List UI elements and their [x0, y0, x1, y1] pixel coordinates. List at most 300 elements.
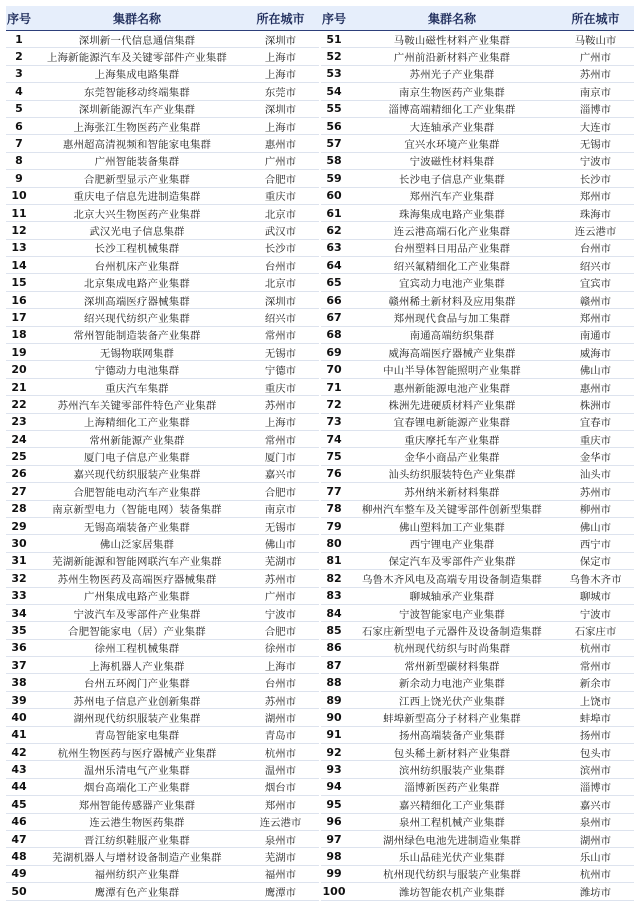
- table-row: [6, 414, 319, 431]
- table-row: [6, 101, 319, 118]
- city-name: 台州市: [264, 260, 297, 273]
- cluster-name: 乐山晶硅光伏产业集群: [399, 852, 505, 865]
- row-number: 24: [11, 432, 27, 446]
- cluster-name: 长沙电子信息产业集群: [399, 173, 505, 186]
- city-name: 广州市: [264, 591, 297, 604]
- city-name: 苏州市: [264, 573, 297, 586]
- row-number: 67: [326, 310, 342, 324]
- row-number: 69: [326, 345, 342, 359]
- table-row: [321, 622, 634, 639]
- table-row: [6, 431, 319, 448]
- table-row: [6, 831, 319, 848]
- row-number: 89: [326, 693, 342, 707]
- row-number: 54: [326, 84, 342, 98]
- cluster-name: 苏州纳米新材料集群: [404, 486, 500, 499]
- row-number: 80: [326, 537, 342, 551]
- cluster-name: 连云港生物医药集群: [89, 817, 185, 830]
- row-number: 100: [322, 884, 346, 898]
- city-name: 珠海市: [579, 208, 612, 221]
- row-number: 39: [11, 693, 27, 707]
- table-row: [321, 588, 634, 605]
- cluster-name: 青岛智能家电集群: [94, 730, 180, 743]
- cluster-name: 苏州汽车关键零部件特色产业集群: [57, 399, 217, 412]
- city-name: 苏州市: [264, 695, 297, 708]
- table-row: [6, 640, 319, 657]
- cluster-name: 芜湖新能源和智能网联汽车产业集群: [52, 556, 222, 569]
- table-row: [321, 866, 634, 883]
- cluster-name: 淄博高端精细化工产业集群: [388, 104, 516, 117]
- table-row: [6, 657, 319, 674]
- cluster-name: 上海精细化工产业集群: [84, 417, 190, 430]
- table-row: [6, 466, 319, 483]
- city-name: 广州市: [579, 52, 612, 65]
- city-name: 南京市: [264, 504, 297, 517]
- city-name: 石家庄市: [574, 625, 617, 638]
- cluster-name: 威海高端医疗器械产业集群: [388, 347, 516, 360]
- city-name: 合肥市: [264, 625, 297, 638]
- cluster-name: 新余动力电池产业集群: [399, 678, 505, 691]
- table-body: [6, 31, 634, 901]
- row-number: 2: [15, 50, 23, 64]
- table-row: [321, 692, 634, 709]
- cluster-name: 深圳高端医疗器械集群: [84, 295, 190, 308]
- table-row: [6, 814, 319, 831]
- row-number: 76: [326, 467, 342, 481]
- row-number: 73: [326, 415, 342, 429]
- city-name: 上饶市: [579, 695, 612, 708]
- row-number: 59: [326, 171, 342, 185]
- cluster-name: 台州五环阀门产业集群: [84, 678, 190, 691]
- table-row: [6, 205, 319, 222]
- city-name: 湖州市: [264, 712, 297, 725]
- row-number: 84: [326, 606, 342, 620]
- row-number: 34: [11, 606, 27, 620]
- city-name: 宜春市: [579, 417, 612, 430]
- row-number: 12: [11, 223, 27, 237]
- cluster-name: 珠海集成电路产业集群: [399, 208, 505, 221]
- cluster-name: 北京集成电路产业集群: [84, 278, 190, 291]
- city-name: 无锡市: [264, 347, 297, 360]
- cluster-name: 常州智能制造装备产业集群: [73, 330, 201, 343]
- row-number: 23: [11, 415, 27, 429]
- city-name: 汕头市: [579, 469, 612, 482]
- row-number: 58: [326, 154, 342, 168]
- cluster-name: 连云港高端石化产业集群: [393, 225, 511, 238]
- cluster-name: 绍兴氟精细化工产业集群: [393, 260, 511, 273]
- row-number: 65: [326, 276, 342, 290]
- city-name: 重庆市: [579, 434, 612, 447]
- cluster-name: 徐州工程机械集群: [94, 643, 180, 656]
- cluster-name: 佛山塑料加工产业集群: [399, 521, 505, 534]
- row-number: 90: [326, 710, 342, 724]
- row-number: 47: [11, 832, 27, 846]
- row-number: 26: [11, 467, 27, 481]
- row-number: 88: [326, 676, 342, 690]
- table-row: [321, 83, 634, 100]
- row-number: 55: [326, 102, 342, 116]
- city-name: 杭州市: [579, 643, 612, 656]
- cluster-name: 无锡物联网集群: [99, 347, 175, 360]
- header-city-right: 所在城市: [571, 11, 620, 26]
- table-row: [321, 170, 634, 187]
- city-name: 宜宾市: [579, 278, 612, 291]
- city-name: 南京市: [579, 86, 612, 99]
- cluster-name: 厦门电子信息产业集群: [84, 452, 190, 465]
- table-row: [321, 570, 634, 587]
- row-number: 9: [15, 171, 23, 185]
- row-number: 29: [11, 519, 27, 533]
- city-name: 聊城市: [579, 591, 612, 604]
- city-name: 宁波市: [579, 156, 612, 169]
- cluster-name: 佛山泛家居集群: [99, 539, 175, 552]
- cluster-name: 武汉光电子信息集群: [89, 225, 185, 238]
- table-row: [6, 66, 319, 83]
- cluster-name: 常州新型碳材料集群: [404, 660, 500, 673]
- city-name: 马鞍山市: [574, 34, 617, 47]
- city-name: 蚌埠市: [579, 712, 612, 725]
- row-number: 37: [11, 658, 27, 672]
- city-name: 厦门市: [264, 452, 297, 465]
- city-name: 威海市: [579, 347, 612, 360]
- table-row: [6, 153, 319, 170]
- city-name: 上海市: [264, 121, 297, 134]
- table-row: [321, 240, 634, 257]
- table-row: [321, 344, 634, 361]
- table-row: [321, 883, 634, 900]
- cluster-name: 宜春锂电新能源产业集群: [393, 417, 511, 430]
- cluster-name: 绍兴现代纺织产业集群: [84, 312, 190, 325]
- table-row: [321, 657, 634, 674]
- row-number: 8: [15, 154, 23, 168]
- city-name: 扬州市: [579, 730, 612, 743]
- table-row: [321, 205, 634, 222]
- city-name: 佛山市: [264, 539, 297, 552]
- city-name: 北京市: [264, 278, 297, 291]
- row-number: 40: [11, 710, 27, 724]
- cluster-name: 台州塑料日用品产业集群: [393, 243, 511, 256]
- table-row: [6, 692, 319, 709]
- row-number: 51: [326, 32, 342, 46]
- cluster-name: 上海张江生物医药产业集群: [73, 121, 201, 134]
- cluster-name: 烟台高端化工产业集群: [84, 782, 190, 795]
- row-number: 10: [11, 189, 27, 203]
- table-row: [6, 588, 319, 605]
- table-row: [321, 796, 634, 813]
- city-name: 宁波市: [264, 608, 297, 621]
- row-number: 42: [11, 745, 27, 759]
- cluster-name: 重庆摩托车产业集群: [404, 434, 500, 447]
- city-name: 泉州市: [264, 834, 297, 847]
- cluster-name: 嘉兴现代纺织服装产业集群: [73, 469, 201, 482]
- city-name: 长沙市: [579, 173, 612, 186]
- cluster-name: 深圳新能源汽车产业集群: [78, 104, 196, 117]
- table-row: [6, 518, 319, 535]
- city-name: 嘉兴市: [264, 469, 297, 482]
- table-row: [321, 327, 634, 344]
- table-row: [321, 448, 634, 465]
- city-name: 潍坊市: [579, 886, 612, 899]
- row-number: 98: [326, 850, 342, 864]
- table-row: [6, 796, 319, 813]
- city-name: 武汉市: [264, 225, 297, 238]
- city-name: 惠州市: [264, 139, 297, 152]
- row-number: 75: [326, 450, 342, 464]
- city-name: 南通市: [579, 330, 612, 343]
- table-row: [6, 327, 319, 344]
- cluster-name: 惠州新能源电池产业集群: [393, 382, 511, 395]
- table-row: [321, 466, 634, 483]
- row-number: 85: [326, 623, 342, 637]
- row-number: 38: [11, 676, 27, 690]
- table-row: [6, 118, 319, 135]
- right-column: [321, 31, 634, 901]
- city-name: 苏州市: [579, 486, 612, 499]
- row-number: 20: [11, 363, 27, 377]
- table-row: [6, 605, 319, 622]
- cluster-name: 西宁锂电产业集群: [409, 539, 495, 552]
- city-name: 徐州市: [264, 643, 297, 656]
- city-name: 重庆市: [264, 191, 297, 204]
- row-number: 50: [11, 884, 27, 898]
- table-row: [321, 779, 634, 796]
- row-number: 30: [11, 537, 27, 551]
- row-number: 25: [11, 450, 27, 464]
- row-number: 93: [326, 763, 342, 777]
- row-number: 36: [11, 641, 27, 655]
- city-name: 上海市: [264, 417, 297, 430]
- row-number: 35: [11, 623, 27, 637]
- city-name: 杭州市: [264, 747, 297, 760]
- table-row: [321, 101, 634, 118]
- row-number: 22: [11, 397, 27, 411]
- table-row: [321, 292, 634, 309]
- row-number: 18: [11, 328, 27, 342]
- table-row: [321, 814, 634, 831]
- row-number: 17: [11, 310, 27, 324]
- city-name: 淄博市: [579, 782, 612, 795]
- row-number: 68: [326, 328, 342, 342]
- city-name: 上海市: [264, 69, 297, 82]
- cluster-name: 潍坊智能农机产业集群: [399, 886, 505, 899]
- row-number: 7: [15, 137, 23, 151]
- table-row: [6, 83, 319, 100]
- table-row: [321, 309, 634, 326]
- city-name: 嘉兴市: [579, 799, 612, 812]
- city-name: 淄博市: [579, 104, 612, 117]
- row-number: 61: [326, 206, 342, 220]
- table-row: [321, 535, 634, 552]
- row-number: 82: [326, 571, 342, 585]
- header-no-left: 序号: [6, 11, 31, 26]
- row-number: 86: [326, 641, 342, 655]
- cluster-name: 宁波智能家电产业集群: [399, 608, 505, 621]
- table-row: [6, 779, 319, 796]
- table-row: [321, 605, 634, 622]
- table-row: [321, 848, 634, 865]
- table-row: [6, 222, 319, 239]
- row-number: 62: [326, 223, 342, 237]
- cluster-name: 淄博新医药产业集群: [404, 782, 500, 795]
- row-number: 6: [15, 119, 23, 133]
- cluster-name: 晋江纺织鞋服产业集群: [84, 834, 190, 847]
- row-number: 60: [326, 189, 342, 203]
- row-number: 52: [326, 50, 342, 64]
- city-name: 惠州市: [579, 382, 612, 395]
- table-row: [321, 640, 634, 657]
- table-row: [321, 222, 634, 239]
- cluster-name: 杭州现代纺织与服装产业集群: [383, 869, 521, 882]
- city-name: 台州市: [264, 678, 297, 691]
- row-number: 21: [11, 380, 27, 394]
- table-row: [6, 31, 319, 48]
- cluster-name: 汕头纺织服装特色产业集群: [388, 469, 516, 482]
- cluster-name: 鹰潭有色产业集群: [94, 886, 180, 899]
- cluster-name: 宁德动力电池集群: [94, 365, 180, 378]
- row-number: 1: [15, 32, 23, 46]
- table-header: [6, 6, 634, 31]
- cluster-name: 重庆电子信息先进制造集群: [73, 191, 201, 204]
- city-name: 泉州市: [579, 817, 612, 830]
- cluster-name: 金华小商品产业集群: [404, 452, 500, 465]
- cluster-name: 合肥智能家电（居）产业集群: [68, 625, 206, 638]
- cluster-name: 福州纺织产业集群: [94, 869, 180, 882]
- table-row: [321, 674, 634, 691]
- table-row: [321, 66, 634, 83]
- row-number: 11: [11, 206, 27, 220]
- table-row: [6, 48, 319, 65]
- row-number: 19: [11, 345, 27, 359]
- cluster-name: 石家庄新型电子元器件及设备制造集群: [361, 625, 543, 638]
- cluster-name: 合肥智能电动汽车产业集群: [73, 486, 201, 499]
- row-number: 94: [326, 780, 342, 794]
- city-name: 深圳市: [264, 104, 297, 117]
- cluster-name: 北京大兴生物医药产业集群: [73, 208, 201, 221]
- row-number: 43: [11, 763, 27, 777]
- cluster-name: 东莞智能移动终端集群: [84, 86, 190, 99]
- cluster-name: 杭州现代纺织与时尚集群: [393, 643, 511, 656]
- row-number: 16: [11, 293, 27, 307]
- cluster-name: 嘉兴精细化工产业集群: [399, 799, 505, 812]
- table-row: [6, 848, 319, 865]
- table-row: [321, 727, 634, 744]
- city-name: 东莞市: [264, 86, 297, 99]
- table-row: [321, 188, 634, 205]
- city-name: 佛山市: [579, 365, 612, 378]
- table-row: [6, 344, 319, 361]
- cluster-name: 台州机床产业集群: [94, 260, 180, 273]
- row-number: 15: [11, 276, 27, 290]
- row-number: 14: [11, 258, 27, 272]
- city-name: 郑州市: [579, 191, 612, 204]
- row-number: 49: [11, 867, 27, 881]
- table-row: [6, 188, 319, 205]
- table-row: [6, 709, 319, 726]
- table-row: [6, 866, 319, 883]
- cluster-name: 无锡高端装备产业集群: [84, 521, 190, 534]
- table-row: [6, 553, 319, 570]
- city-name: 上海市: [264, 660, 297, 673]
- cluster-name: 宜兴水环境产业集群: [404, 139, 500, 152]
- city-name: 无锡市: [579, 139, 612, 152]
- table-row: [321, 153, 634, 170]
- city-name: 湖州市: [579, 834, 612, 847]
- cluster-name: 株洲先进硬质材料产业集群: [388, 399, 516, 412]
- row-number: 91: [326, 728, 342, 742]
- table-row: [6, 309, 319, 326]
- table-row: [6, 674, 319, 691]
- cluster-name: 郑州智能传感器产业集群: [78, 799, 196, 812]
- cluster-name: 惠州超高清视频和智能家电集群: [62, 139, 212, 152]
- row-number: 77: [326, 484, 342, 498]
- city-name: 新余市: [579, 678, 612, 691]
- table-row: [321, 31, 634, 48]
- table-row: [6, 622, 319, 639]
- table-row: [321, 518, 634, 535]
- cluster-name: 马鞍山磁性材料产业集群: [393, 34, 511, 47]
- row-number: 13: [11, 241, 27, 255]
- cluster-name: 湖州现代纺织服装产业集群: [73, 712, 201, 725]
- row-number: 96: [326, 815, 342, 829]
- city-name: 福州市: [264, 869, 297, 882]
- cluster-name: 泉州工程机械产业集群: [399, 817, 505, 830]
- city-name: 保定市: [579, 556, 612, 569]
- row-number: 45: [11, 797, 27, 811]
- row-number: 53: [326, 67, 342, 81]
- cluster-name: 郑州现代食品与加工集群: [393, 312, 511, 325]
- cluster-name: 芜湖机器人与增材设备制造产业集群: [52, 852, 222, 865]
- row-number: 56: [326, 119, 342, 133]
- table-row: [321, 744, 634, 761]
- city-name: 合肥市: [264, 486, 297, 499]
- row-number: 32: [11, 571, 27, 585]
- table-row: [321, 483, 634, 500]
- row-number: 99: [326, 867, 342, 881]
- city-name: 赣州市: [579, 295, 612, 308]
- city-name: 北京市: [264, 208, 297, 221]
- city-name: 滨州市: [579, 765, 612, 778]
- cluster-name: 南通高端纺织集群: [409, 330, 495, 343]
- city-name: 温州市: [264, 765, 297, 778]
- cluster-name: 广州智能装备集群: [94, 156, 180, 169]
- table-row: [321, 135, 634, 152]
- cluster-name: 宁波汽车及零部件产业集群: [73, 608, 201, 621]
- table-row: [6, 744, 319, 761]
- city-name: 宁波市: [579, 608, 612, 621]
- city-name: 包头市: [579, 747, 612, 760]
- header-name-right: 集群名称: [427, 11, 476, 26]
- cluster-name: 常州新能源产业集群: [89, 434, 185, 447]
- row-number: 92: [326, 745, 342, 759]
- row-number: 3: [15, 67, 23, 81]
- city-name: 金华市: [579, 452, 612, 465]
- table-row: [6, 448, 319, 465]
- row-number: 57: [326, 137, 342, 151]
- table-row: [321, 414, 634, 431]
- cluster-name: 杭州生物医药与医疗器械产业集群: [57, 747, 217, 760]
- city-name: 大连市: [579, 121, 612, 134]
- city-name: 郑州市: [579, 312, 612, 325]
- row-number: 97: [326, 832, 342, 846]
- table-row: [321, 431, 634, 448]
- city-name: 佛山市: [579, 521, 612, 534]
- cluster-name: 南京新型电力（智能电网）装备集群: [52, 504, 222, 517]
- city-name: 杭州市: [579, 869, 612, 882]
- city-name: 台州市: [579, 243, 612, 256]
- header-no-right: 序号: [321, 11, 346, 26]
- city-name: 鹰潭市: [264, 886, 297, 899]
- row-number: 4: [15, 84, 23, 98]
- city-name: 芜湖市: [264, 852, 297, 865]
